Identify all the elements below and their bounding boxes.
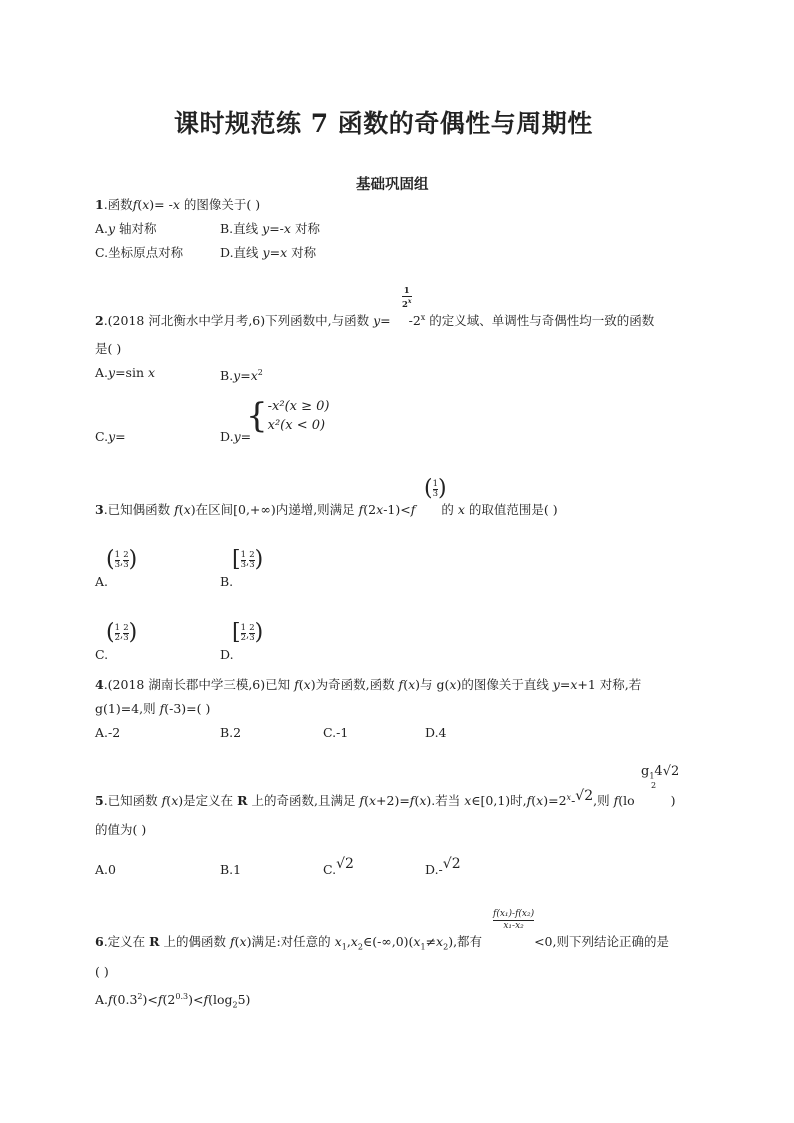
question-number: 1	[95, 197, 104, 212]
text: .已知函数	[103, 793, 162, 809]
text: x	[464, 793, 472, 809]
text: (	[234, 934, 240, 949]
text: ∈(-∞,0)(	[362, 934, 414, 949]
option-c: C.-1	[323, 725, 349, 740]
text: [	[232, 547, 241, 572]
text: B.	[220, 368, 234, 384]
text: y	[233, 368, 241, 384]
text: f	[410, 502, 416, 517]
log-argument	[641, 764, 679, 781]
text: x	[171, 793, 179, 809]
text: <0,则下列结论正确的是	[534, 934, 669, 949]
text: 上的偶函数	[159, 934, 230, 949]
fraction	[493, 909, 534, 932]
text: =	[240, 368, 251, 384]
interval	[106, 622, 137, 644]
option-d	[220, 245, 316, 261]
text: ),都有	[448, 934, 483, 949]
text: (	[403, 677, 409, 692]
text: f	[526, 793, 532, 809]
text: x	[142, 197, 150, 212]
text: f	[409, 793, 415, 809]
question-number: 4	[95, 677, 104, 692]
text: x	[250, 368, 258, 384]
page-title: 课时规范练 7 函数的奇偶性与周期性	[174, 109, 593, 138]
text: x	[570, 677, 578, 692]
text: g	[641, 764, 650, 779]
section-heading: 基础巩固组	[356, 176, 429, 193]
text: √2	[442, 856, 461, 872]
text: x	[566, 793, 572, 802]
denominator: 3	[240, 559, 247, 570]
question-number: 3	[95, 502, 104, 517]
piece: x²(x < 0)	[267, 418, 326, 433]
text: √2	[336, 856, 354, 872]
text: 2	[357, 942, 363, 952]
question-2-stem-cont: 是( )	[95, 341, 122, 356]
text: 1	[341, 942, 347, 952]
denominator: 3	[249, 632, 255, 643]
denominator: 3	[123, 559, 129, 570]
text: (	[178, 502, 184, 517]
text: D.直线	[220, 245, 263, 260]
text: =	[240, 429, 252, 444]
interval	[232, 622, 263, 644]
denominator: 3	[432, 488, 439, 499]
question-number: 2	[95, 313, 104, 329]
text: (0.3	[112, 992, 138, 1008]
text: A.	[95, 221, 109, 236]
text: ≠	[425, 934, 437, 949]
text: (	[106, 547, 115, 572]
text: √2	[575, 788, 594, 805]
text: -1)<	[383, 502, 411, 517]
text: 2	[232, 1000, 238, 1010]
text: ,	[346, 934, 351, 949]
text: R	[149, 934, 160, 949]
text: )	[670, 793, 676, 809]
text: )= -	[149, 197, 173, 212]
text: 2	[443, 942, 449, 952]
text: x	[239, 934, 247, 949]
question-5-stem	[95, 790, 676, 809]
text: +2)=	[376, 793, 410, 809]
text: f	[294, 677, 299, 692]
text: x	[436, 934, 444, 949]
text: .(2018 河北衡水中学月考,6)下列函数中,与函数	[103, 313, 374, 329]
text: 上的奇函数,且满足	[247, 793, 360, 809]
text: )与 g(	[415, 677, 450, 692]
text: .定义在	[103, 934, 150, 949]
text: =	[559, 677, 571, 692]
fraction	[402, 287, 412, 310]
numerator: 1	[403, 286, 410, 296]
text: .函数	[103, 197, 133, 212]
text: )	[128, 620, 138, 645]
text: f	[230, 934, 235, 949]
question-4-stem	[95, 677, 641, 693]
text: ,	[246, 556, 250, 568]
interval	[106, 549, 137, 571]
text: 轴对称	[115, 221, 157, 236]
text: x	[350, 934, 358, 949]
numerator: 1	[432, 478, 439, 489]
text: ,则	[593, 793, 614, 809]
option-b	[220, 221, 320, 237]
question-3-stem	[95, 502, 558, 518]
denominator: 2	[114, 632, 121, 643]
text: x	[376, 502, 384, 517]
text: 1	[649, 771, 655, 781]
text: =sin	[115, 365, 148, 380]
text: (2	[162, 992, 176, 1008]
text: f	[358, 502, 364, 517]
text: 的图像关于( )	[179, 197, 261, 212]
text: (	[364, 793, 369, 809]
denominator: 2	[240, 632, 247, 643]
question-1-stem	[95, 197, 260, 213]
option-c: C.	[95, 647, 109, 662]
text: f	[613, 793, 619, 809]
text: x	[148, 365, 156, 380]
option-b	[220, 365, 263, 384]
text: )的图像关于直线	[456, 677, 553, 692]
text: A.	[95, 992, 109, 1008]
text: (2	[363, 502, 377, 517]
text: x	[420, 313, 426, 322]
text: (lo	[618, 793, 635, 809]
text: ).若当	[426, 793, 465, 809]
numerator: 1	[240, 622, 247, 633]
text: y	[233, 429, 241, 444]
option-a	[95, 221, 157, 237]
text: +1 对称,若	[577, 677, 642, 692]
text: x	[408, 677, 416, 692]
log-base: 2	[651, 781, 657, 790]
text: y	[552, 677, 560, 692]
text: x	[457, 502, 465, 517]
answer-paren: ( )	[95, 964, 109, 979]
numerator: 1	[114, 622, 121, 633]
text: )<	[142, 992, 158, 1008]
text: x	[449, 677, 457, 692]
piecewise-function	[246, 397, 329, 435]
question-number: 6	[95, 934, 104, 949]
numerator: 1	[240, 549, 247, 560]
text: (	[106, 620, 115, 645]
text: )在区间[0,+∞)内递增,则满足	[190, 502, 359, 517]
text: -	[571, 793, 576, 809]
denominator	[402, 296, 412, 310]
text: y	[262, 245, 270, 260]
denominator: 3	[114, 559, 121, 570]
option-a: A.-2	[95, 725, 121, 740]
text: =	[269, 245, 281, 260]
text: f	[157, 992, 163, 1008]
text: 2	[257, 368, 263, 377]
text: =-	[269, 221, 284, 236]
text: f	[132, 197, 138, 212]
numerator: 2	[123, 549, 129, 560]
text: =	[115, 429, 126, 444]
numerator: 2	[249, 622, 255, 633]
text: x	[283, 221, 291, 236]
text: f	[161, 793, 167, 809]
text: (	[137, 197, 143, 212]
option-d	[425, 856, 461, 878]
text: )<	[188, 992, 204, 1008]
text: x	[413, 934, 421, 949]
text: x	[280, 245, 288, 260]
text: 0.3	[175, 992, 189, 1001]
text: f	[359, 793, 365, 809]
text: (log	[208, 992, 233, 1008]
text: .(2018 湖南长郡中学三模,6)已知	[103, 677, 295, 692]
text: )=2	[543, 793, 567, 809]
brace-icon: {	[246, 396, 268, 436]
text: y	[108, 221, 116, 236]
text: f	[203, 992, 209, 1008]
option-b: B.2	[220, 725, 242, 740]
text: f	[159, 701, 165, 716]
text: 的	[437, 502, 458, 517]
text: y	[108, 429, 116, 444]
denominator: x₁-x₂	[493, 920, 534, 932]
option-c: C.坐标原点对称	[95, 245, 184, 260]
numerator: f(x₁)-f(x₂)	[493, 909, 535, 919]
text: (	[298, 677, 304, 692]
text: f	[108, 992, 113, 1008]
question-5-stem-cont: 的值为( )	[95, 822, 147, 837]
text: y	[262, 221, 270, 236]
text: )	[254, 620, 264, 645]
text: 2	[137, 992, 143, 1001]
text: x	[303, 677, 311, 692]
text: g(1)=4,则	[95, 701, 160, 716]
numerator: 1	[114, 549, 121, 560]
option-a	[95, 365, 155, 381]
text: )满足:对任意的	[246, 934, 335, 949]
text: (	[531, 793, 537, 809]
option-c	[95, 429, 126, 445]
denominator: 3	[123, 632, 129, 643]
text: D.	[220, 429, 234, 444]
option-d: D.4	[425, 725, 447, 740]
option-a: A.0	[95, 862, 116, 877]
option-d: D.	[220, 647, 234, 662]
piece: -x²(x ≥ 0)	[267, 399, 330, 414]
text: [	[232, 620, 241, 645]
text: x	[183, 502, 191, 517]
paren-fraction: ( $\frac{1}{3}$ )	[424, 476, 447, 501]
text: (	[166, 793, 172, 809]
text: C.	[323, 862, 337, 877]
question-number: 5	[95, 793, 104, 809]
text: x	[172, 197, 180, 212]
text: x	[368, 793, 377, 809]
text: y	[373, 313, 381, 329]
text: B.直线	[220, 221, 263, 236]
text: f	[398, 677, 404, 692]
text: ,	[246, 629, 250, 641]
text: C.	[95, 429, 109, 444]
denominator: 3	[249, 559, 255, 570]
text: )	[128, 547, 138, 572]
option-b: B.1	[220, 862, 242, 877]
text: ,	[120, 556, 124, 568]
text: 的取值范围是( )	[464, 502, 558, 517]
text: 5)	[237, 992, 251, 1008]
text: (	[414, 793, 420, 809]
text: D.-	[425, 862, 443, 877]
text: )为奇函数,函数	[310, 677, 399, 692]
question-2-stem	[95, 310, 654, 329]
text: x	[536, 793, 544, 809]
text: =	[380, 313, 391, 329]
text: 的定义域、单调性与奇偶性均一致的函数	[425, 313, 655, 329]
text: R	[237, 793, 248, 809]
text: -2	[404, 313, 421, 329]
numerator: 2	[249, 549, 255, 560]
text: .已知偶函数	[103, 502, 175, 517]
question-4-stem-cont	[95, 701, 210, 717]
text: x	[419, 793, 427, 809]
interval	[232, 549, 263, 571]
text: f	[174, 502, 179, 517]
text: x	[407, 298, 412, 305]
option-b: B.	[220, 574, 234, 589]
text: ,	[120, 629, 124, 641]
text: 对称	[287, 245, 317, 260]
text: 2	[402, 299, 408, 310]
text: 1	[420, 942, 426, 952]
text: 对称	[290, 221, 320, 236]
text: y	[108, 365, 116, 380]
option-a	[95, 989, 250, 1014]
question-6-stem	[95, 934, 669, 956]
text: 4√2	[654, 764, 680, 779]
text: )是定义在	[178, 793, 238, 809]
text: A.	[95, 365, 109, 380]
text: (-3)=( )	[164, 701, 211, 716]
text: ∈[0,1)时,	[471, 793, 527, 809]
numerator: 2	[123, 622, 129, 633]
text: x	[334, 934, 342, 949]
text: )	[254, 547, 264, 572]
option-c	[323, 856, 354, 878]
option-a: A.	[95, 574, 109, 589]
